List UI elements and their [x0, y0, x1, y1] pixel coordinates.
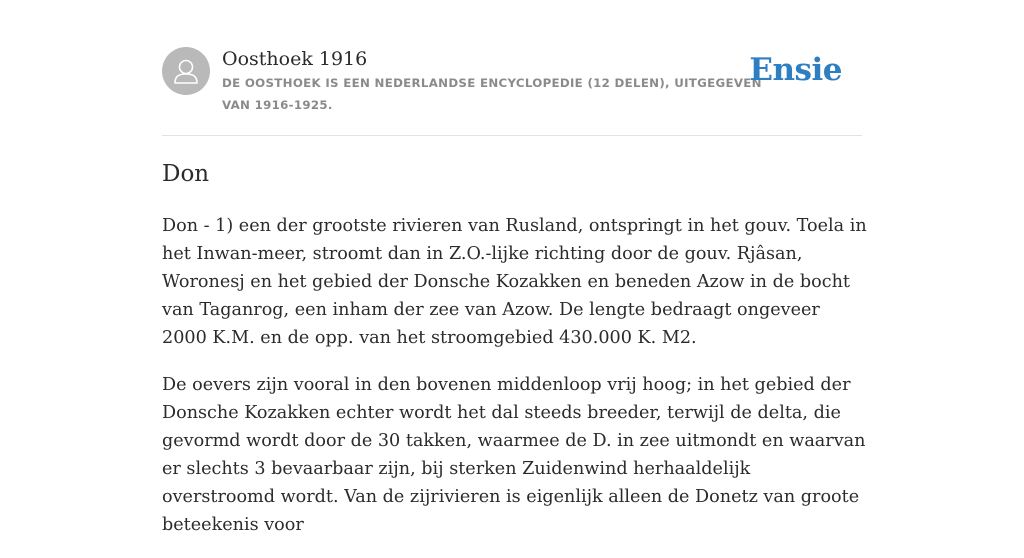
avatar[interactable] [162, 47, 210, 95]
source-header [162, 47, 862, 135]
brand-logo[interactable]: Ensie [749, 52, 842, 88]
source-description: DE OOSTHOEK IS EEN NEDERLANDSE ENCYCLOPEDIE (12 DELEN), UITGEGEVEN VAN 1916-1925. [222, 76, 762, 112]
article-paragraph: De oevers zijn vooral in den bovenen middenloop vrij hoog; in het gebied der Donsche Kozakken echter wordt het dal steeds breeder, terwijl de delta, die gevormd wordt door de 30 takken, waarmee de D. in zee uitmondt en waarvan er slechts 3 bevaarbaar zijn, bij sterken Zuidenwind herhaaldelijk overstroomd wordt. Van de zijrivieren is eigenlijk alleen de Donetz van groote beteekenis voor [162, 375, 866, 535]
user-icon [162, 47, 210, 95]
article-paragraph: Don - 1) een der grootste rivieren van Rusland, ontspringt in het gouv. Toela in het Inwan-meer, stroomt dan in Z.O.-lijke richting door de gouv. Rjâsan, Woronesj en het gebied der Donsche Kozakken en beneden Azow in de bocht van Taganrog, een inham der zee van Azow. De lengte bedraagt ongeveer 2000 K.M. en de opp. van het stroomgebied 430.000 K. M2. [162, 216, 867, 348]
article-title: Don [162, 161, 210, 187]
article-body [162, 212, 867, 558]
divider [162, 135, 862, 136]
source-title[interactable]: Oosthoek 1916 [222, 48, 368, 70]
